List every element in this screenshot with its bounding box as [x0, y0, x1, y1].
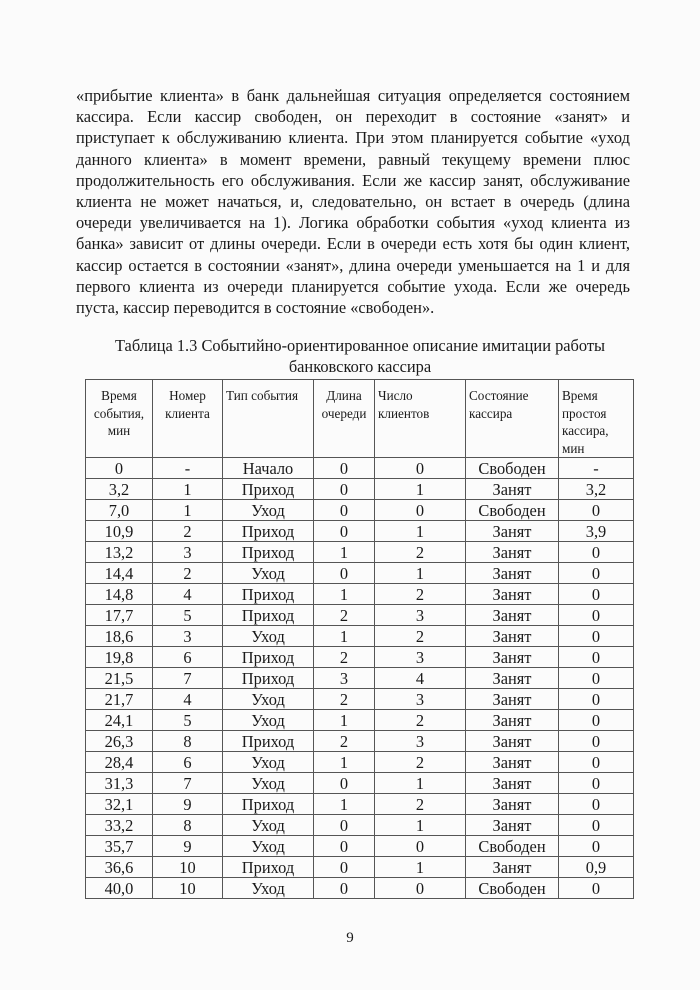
cell-event-type: Уход: [223, 878, 314, 899]
cell-queue-length: 1: [314, 752, 375, 773]
cell-client-count: 4: [375, 668, 466, 689]
cell-client-number: 2: [153, 563, 223, 584]
cell-client-number: 1: [153, 479, 223, 500]
cell-event-time: 21,7: [86, 689, 153, 710]
cell-client-number: 7: [153, 668, 223, 689]
table-row: [86, 668, 634, 689]
cell-cashier-state: Занят: [466, 752, 559, 773]
table-row: [86, 542, 634, 563]
cell-client-number: 8: [153, 815, 223, 836]
table-row: [86, 773, 634, 794]
cell-client-count: 1: [375, 521, 466, 542]
table-row: [86, 815, 634, 836]
cell-cashier-state: Свободен: [466, 458, 559, 479]
cell-idle-time: 0: [559, 815, 634, 836]
cell-event-time: 32,1: [86, 794, 153, 815]
cell-event-type: Приход: [223, 647, 314, 668]
cell-queue-length: 0: [314, 479, 375, 500]
cell-client-number: 1: [153, 500, 223, 521]
cell-cashier-state: Занят: [466, 794, 559, 815]
cell-event-time: 35,7: [86, 836, 153, 857]
table-row: [86, 731, 634, 752]
cell-idle-time: 3,2: [559, 479, 634, 500]
page-number: 9: [346, 930, 354, 946]
header-client-number: Номер клиента: [153, 380, 223, 458]
cell-queue-length: 1: [314, 542, 375, 563]
cell-client-count: 2: [375, 710, 466, 731]
header-event-type: Тип события: [223, 380, 314, 458]
cell-cashier-state: Занят: [466, 563, 559, 584]
table-row: [86, 857, 634, 878]
cell-client-number: 10: [153, 857, 223, 878]
cell-cashier-state: Занят: [466, 857, 559, 878]
cell-queue-length: 2: [314, 647, 375, 668]
cell-queue-length: 2: [314, 689, 375, 710]
cell-cashier-state: Занят: [466, 479, 559, 500]
cell-cashier-state: Свободен: [466, 836, 559, 857]
cell-idle-time: 0: [559, 710, 634, 731]
cell-client-count: 0: [375, 458, 466, 479]
cell-queue-length: 1: [314, 626, 375, 647]
cell-queue-length: 0: [314, 815, 375, 836]
cell-event-time: 33,2: [86, 815, 153, 836]
cell-queue-length: 1: [314, 584, 375, 605]
cell-event-type: Приход: [223, 521, 314, 542]
cell-cashier-state: Занят: [466, 773, 559, 794]
cell-client-number: 3: [153, 626, 223, 647]
cell-event-type: Приход: [223, 668, 314, 689]
table-row: [86, 500, 634, 521]
cell-event-time: 14,4: [86, 563, 153, 584]
cell-cashier-state: Занят: [466, 605, 559, 626]
cell-idle-time: 0: [559, 836, 634, 857]
cell-event-type: Начало: [223, 458, 314, 479]
cell-cashier-state: Свободен: [466, 878, 559, 899]
cell-client-number: 2: [153, 521, 223, 542]
cell-event-time: 10,9: [86, 521, 153, 542]
cell-cashier-state: Занят: [466, 647, 559, 668]
cell-event-type: Уход: [223, 710, 314, 731]
event-simulation-table: [85, 379, 634, 899]
cell-event-type: Приход: [223, 794, 314, 815]
cell-event-type: Уход: [223, 836, 314, 857]
cell-client-count: 2: [375, 794, 466, 815]
table-caption: [80, 335, 640, 377]
header-queue-length: Длина очереди: [314, 380, 375, 458]
cell-event-type: Приход: [223, 584, 314, 605]
cell-queue-length: 0: [314, 836, 375, 857]
header-cashier-state: Состояние кассира: [466, 380, 559, 458]
cell-idle-time: -: [559, 458, 634, 479]
cell-queue-length: 3: [314, 668, 375, 689]
cell-queue-length: 0: [314, 458, 375, 479]
cell-client-number: 8: [153, 731, 223, 752]
cell-client-number: 5: [153, 605, 223, 626]
table-row: [86, 878, 634, 899]
cell-client-count: 3: [375, 605, 466, 626]
cell-client-number: 6: [153, 647, 223, 668]
table-caption-line-2: банковского кассира: [288, 357, 432, 376]
cell-client-count: 1: [375, 479, 466, 500]
table-row: [86, 479, 634, 500]
table-row: [86, 752, 634, 773]
cell-queue-length: 1: [314, 710, 375, 731]
cell-event-time: 31,3: [86, 773, 153, 794]
cell-client-count: 1: [375, 773, 466, 794]
cell-idle-time: 0: [559, 668, 634, 689]
table-row: [86, 710, 634, 731]
cell-idle-time: 3,9: [559, 521, 634, 542]
cell-event-time: 36,6: [86, 857, 153, 878]
table-row: [86, 605, 634, 626]
cell-queue-length: 0: [314, 773, 375, 794]
cell-cashier-state: Занят: [466, 815, 559, 836]
cell-event-time: 0: [86, 458, 153, 479]
cell-event-type: Уход: [223, 563, 314, 584]
cell-client-number: 4: [153, 584, 223, 605]
cell-queue-length: 2: [314, 731, 375, 752]
cell-idle-time: 0: [559, 500, 634, 521]
cell-queue-length: 0: [314, 521, 375, 542]
cell-queue-length: 1: [314, 794, 375, 815]
cell-idle-time: 0: [559, 689, 634, 710]
cell-cashier-state: Занят: [466, 689, 559, 710]
cell-event-time: 7,0: [86, 500, 153, 521]
table-row: [86, 836, 634, 857]
table-row: [86, 626, 634, 647]
cell-idle-time: 0: [559, 584, 634, 605]
table-row: [86, 521, 634, 542]
cell-client-count: 3: [375, 689, 466, 710]
cell-idle-time: 0: [559, 731, 634, 752]
table-row: [86, 647, 634, 668]
cell-client-number: 5: [153, 710, 223, 731]
cell-client-count: 0: [375, 836, 466, 857]
cell-event-type: Приход: [223, 857, 314, 878]
cell-event-type: Уход: [223, 689, 314, 710]
cell-cashier-state: Свободен: [466, 500, 559, 521]
cell-event-time: 13,2: [86, 542, 153, 563]
cell-client-count: 2: [375, 626, 466, 647]
cell-client-count: 0: [375, 878, 466, 899]
cell-client-number: 7: [153, 773, 223, 794]
cell-cashier-state: Занят: [466, 710, 559, 731]
cell-queue-length: 0: [314, 563, 375, 584]
cell-idle-time: 0: [559, 563, 634, 584]
table-row: [86, 794, 634, 815]
cell-client-count: 1: [375, 857, 466, 878]
cell-client-count: 2: [375, 752, 466, 773]
table-header-row: [86, 380, 634, 458]
cell-event-type: Уход: [223, 752, 314, 773]
cell-queue-length: 0: [314, 500, 375, 521]
cell-event-time: 3,2: [86, 479, 153, 500]
cell-cashier-state: Занят: [466, 731, 559, 752]
cell-client-count: 3: [375, 647, 466, 668]
cell-client-count: 1: [375, 815, 466, 836]
cell-client-count: 0: [375, 500, 466, 521]
cell-event-time: 21,5: [86, 668, 153, 689]
table-row: [86, 584, 634, 605]
cell-idle-time: 0: [559, 542, 634, 563]
cell-queue-length: 2: [314, 605, 375, 626]
cell-event-type: Уход: [223, 815, 314, 836]
cell-idle-time: 0: [559, 773, 634, 794]
cell-idle-time: 0: [559, 605, 634, 626]
cell-cashier-state: Занят: [466, 521, 559, 542]
cell-client-number: 9: [153, 836, 223, 857]
cell-idle-time: 0: [559, 647, 634, 668]
cell-event-time: 17,7: [86, 605, 153, 626]
cell-event-type: Приход: [223, 731, 314, 752]
cell-event-type: Приход: [223, 542, 314, 563]
cell-event-type: Уход: [223, 500, 314, 521]
cell-event-time: 19,8: [86, 647, 153, 668]
cell-event-time: 18,6: [86, 626, 153, 647]
cell-queue-length: 0: [314, 878, 375, 899]
cell-event-time: 26,3: [86, 731, 153, 752]
cell-client-count: 3: [375, 731, 466, 752]
cell-event-type: Уход: [223, 773, 314, 794]
cell-event-time: 40,0: [86, 878, 153, 899]
cell-client-count: 1: [375, 563, 466, 584]
table-caption-line-1: Таблица 1.3 Событийно-ориентированное описание имитации работы: [114, 336, 606, 355]
cell-event-time: 24,1: [86, 710, 153, 731]
cell-event-type: Уход: [223, 626, 314, 647]
cell-idle-time: 0: [559, 794, 634, 815]
cell-cashier-state: Занят: [466, 542, 559, 563]
cell-idle-time: 0: [559, 752, 634, 773]
cell-client-number: 10: [153, 878, 223, 899]
body-paragraph: «прибытие клиента» в банк дальнейшая ситуация определяется состоянием кассира. Если кассир свободен, он переходит в состояние «занят» и приступает к обслуживанию клиента. При этом планируется событие «уход данного клиента» в момент времени, равный текущему времени плюс продолжительность его обслуживания. Если же кассир занят, обслуживание клиента не может начаться, и, следовательно, он встает в очередь (длина очереди увеличивается на 1). Логика обработки события «уход клиента из банка» зависит от длины очереди. Если в очереди есть хотя бы один клиент, кассир остается в состоянии «занят», длина очереди уменьшается на 1 и для первого клиента из очереди планируется событие ухода. Если же очередь пуста, кассир переводится в состояние «свободен».: [76, 86, 630, 318]
table-row: [86, 689, 634, 710]
cell-event-time: 28,4: [86, 752, 153, 773]
cell-event-type: Приход: [223, 479, 314, 500]
cell-idle-time: 0: [559, 878, 634, 899]
cell-cashier-state: Занят: [466, 668, 559, 689]
cell-client-number: 3: [153, 542, 223, 563]
cell-client-number: 9: [153, 794, 223, 815]
table-row: [86, 458, 634, 479]
header-idle-time: Время простоя кассира, мин: [559, 380, 634, 458]
cell-client-number: -: [153, 458, 223, 479]
cell-event-time: 14,8: [86, 584, 153, 605]
header-client-count: Число клиентов: [375, 380, 466, 458]
cell-cashier-state: Занят: [466, 584, 559, 605]
cell-client-count: 2: [375, 542, 466, 563]
cell-queue-length: 0: [314, 857, 375, 878]
table-row: [86, 563, 634, 584]
cell-idle-time: 0,9: [559, 857, 634, 878]
cell-idle-time: 0: [559, 626, 634, 647]
cell-event-type: Приход: [223, 605, 314, 626]
cell-cashier-state: Занят: [466, 626, 559, 647]
cell-client-count: 2: [375, 584, 466, 605]
header-event-time: Время события, мин: [86, 380, 153, 458]
table-body: [86, 458, 634, 899]
cell-client-number: 6: [153, 752, 223, 773]
cell-client-number: 4: [153, 689, 223, 710]
